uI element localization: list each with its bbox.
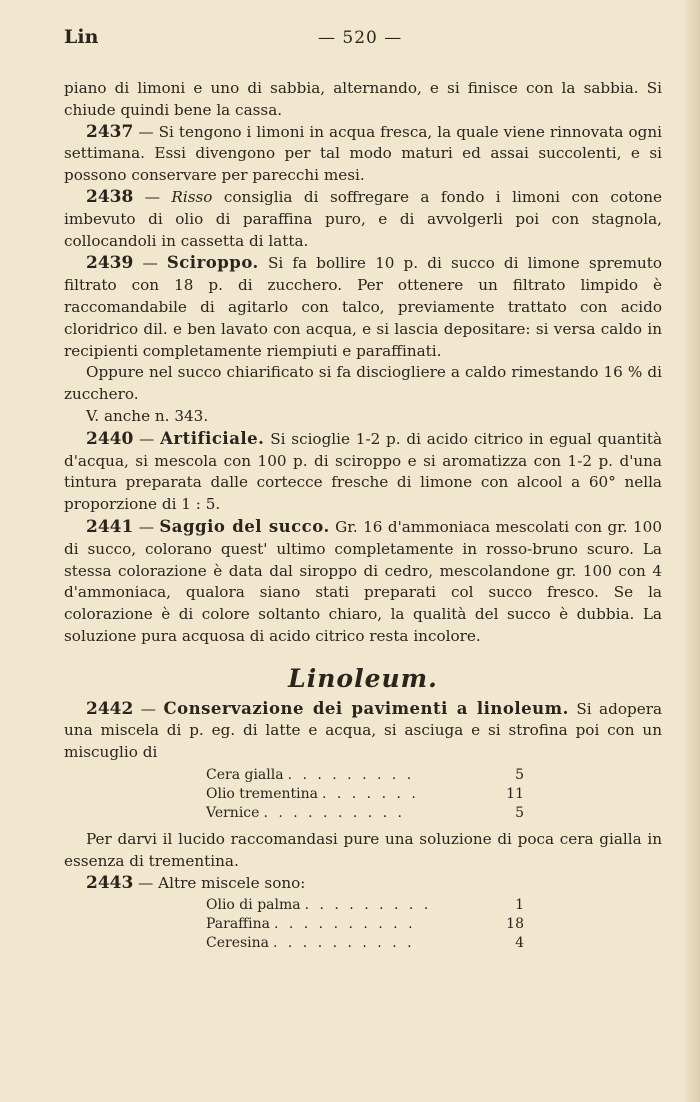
entry-number: 2439 [86,253,134,274]
entry-heading: Artificiale. [160,428,265,448]
author-name: Risso [171,187,213,206]
page-edge-shadow [682,0,700,1102]
entry-separator: — [133,517,160,536]
cross-reference: V. anche n. 343. [86,406,209,425]
entry-number: 2437 [86,121,134,142]
entry-number: 2440 [86,428,134,449]
paragraph-2439 [64,252,662,362]
entry-number: 2438 [86,186,134,207]
recipe-row: Cera gialla . . . . . . . . . 5 [206,766,524,783]
page-number: — 520 — [318,28,403,48]
paragraph-continued: piano di limoni e uno di sabbia, alternando, e si finisce con la sabbia. Si chiude quindi bene la cassa. [64,79,662,119]
entry-text: Gr. 16 d'ammoniaca mescolati con gr. 100 di succo, colorano quest' ultimo completamente in rosso-bruno scuro. La stessa colorazione è data dal siroppo di cedro, mescolandone gr. 100 con 4 d'ammoniaca, qualora siano stati preparati col succo fresco. Se la colorazione è di colore soltanto chiaro, la qualità del succo è dubbia. La soluzione pura acquosa di acido citrico resta incolore. [64,517,662,645]
paragraph-2441 [64,516,662,648]
entry-separator: — [133,429,161,448]
paragraph-2437 [64,122,662,187]
paragraph-2443 [64,873,662,895]
entry-separator: — [133,254,167,273]
recipe-row: Paraffina . . . . . . . . . . 18 [206,916,524,933]
recipe-row: Olio trementina . . . . . . . 11 [206,785,524,802]
entry-heading: Saggio del succo. [159,516,330,536]
recipe-row: Olio di palma . . . . . . . . . 1 [206,897,524,914]
entry-text: Si adopera una miscela di p. eg. di latte e acqua, si asciuga e si strofina poi con un miscuglio di [64,699,663,762]
section-title: Linoleum. [288,663,438,693]
recipe-row: Ceresina . . . . . . . . . . 4 [206,935,524,952]
entry-separator: — [133,873,159,892]
paragraph-lucido: Per darvi il lucido raccomandasi pure una soluzione di poca cera gialla in essenza di trementina. [64,829,662,870]
entry-separator: — [133,187,172,206]
paragraph-2438 [64,187,662,252]
entry-number: 2443 [86,872,134,893]
entry-text: Altre miscele sono: [158,873,306,892]
paragraph-oppure: Oppure nel succo chiarificato si fa disciogliere a caldo rimestando 16 % di zucchero. [64,363,662,404]
entry-text: Si fa bollire 10 p. di succo di limone spremuto filtrato con 18 p. di zucchero. Per ottenere un filtrato limpido è raccomandabile di agitarlo con talco, previamente trattato con acido cloridrico dil. e ben lavato con acqua, e si lascia depositare: si versa caldo in recipienti completamente riempiuti e paraffinati. [64,254,663,360]
paragraph-2442 [64,698,662,764]
entry-separator: — [133,699,164,718]
paragraph-2440 [64,428,662,516]
running-header: Lin [64,26,99,48]
entry-text: Si scioglie 1-2 p. di acido citrico in egual quantità d'acqua, si mescola con 100 p. di sciroppo e si aromatizza con 1-2 p. d'una tintura preparata dalle cortecce fresche di limone con alcool a 60° nella proporzione di 1 : 5. [64,429,662,514]
recipe-list-1 [206,766,524,823]
entry-text: — Si tengono i limoni in acqua fresca, la quale viene rinnovata ogni settimana. Essi divengono per tal modo maturi ed assai succolenti, e si possono conservare per parecchi mesi. [64,122,662,185]
entry-number: 2442 [86,698,134,719]
entry-heading: Sciroppo. [166,253,259,273]
page-body [64,78,662,959]
entry-heading: Conservazione dei pavimenti a linoleum. [163,698,569,718]
entry-number: 2441 [86,516,134,537]
recipe-row: Vernice . . . . . . . . . . 5 [206,804,524,821]
recipe-list-2 [206,896,524,953]
entry-text: consiglia di soffregare a fondo i limoni con cotone imbevuto di olio di paraffina puro, e di avvolgerli poi con stagnola, collocandoli in cassetta di latta. [64,187,662,250]
